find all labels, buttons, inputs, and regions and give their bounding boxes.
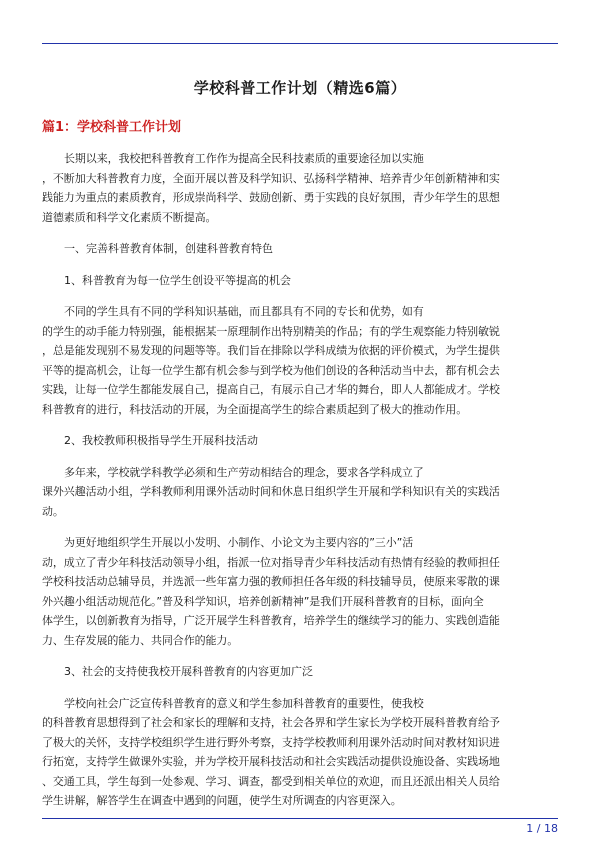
page-indicator: 1 / 18 bbox=[526, 822, 558, 835]
section-title: 篇1：学校科普工作计划 bbox=[42, 120, 182, 135]
text-line: 的学生的动手能力特别强，能根据某一原理制作出特别精美的作品；有的学生观察能力特别敏锐 bbox=[42, 324, 500, 338]
text-line: 动。 bbox=[42, 504, 64, 518]
subheading: 3、社会的支持使我校开展科普教育的内容更加广泛 bbox=[64, 665, 313, 678]
text-line: 学生讲解，解答学生在调查中遇到的问题，使学生对所调查的内容更深入。 bbox=[42, 794, 402, 807]
paragraph bbox=[42, 694, 558, 811]
text-line: ，不断加大科普教育力度，全面开展以普及科学知识、弘扬科学精神、培养青少年创新精神和实 bbox=[42, 171, 500, 185]
footer-rule bbox=[42, 818, 558, 819]
text-line: 平等的提高机会，让每一位学生都有机会参与到学校为他们创设的各种活动当中去，都有机会去 bbox=[42, 363, 500, 377]
text-line: 、交通工具，学生每到一处参观、学习、调查，都受到相关单位的欢迎，而且还派出相关人员给 bbox=[42, 774, 500, 788]
document-title: 学校科普工作计划（精选6篇） bbox=[193, 79, 407, 97]
paragraph bbox=[42, 533, 558, 650]
text-line: 的科普教育思想得到了社会和家长的理解和支持，社会各界和学生家长为学校开展科普教育给予 bbox=[42, 716, 500, 729]
text-line: 行拓宽，支持学生做课外实验，并为学校开展科技活动和社会实践活动提供设施设备、实践场地 bbox=[42, 755, 500, 768]
text-line: 实践，让每一位学生都能发展自己，提高自己，有展示自己才华的舞台，即人人都能成才。学校 bbox=[42, 383, 500, 396]
paragraph bbox=[42, 149, 558, 227]
subheading: 2、我校教师积极指导学生开展科技活动 bbox=[64, 434, 258, 447]
text-line: 外兴趣小组活动规范化。”普及科学知识，培养创新精神”是我们开展科普教育的目标，面向全 bbox=[42, 594, 484, 608]
text-line: 长期以来，我校把科普教育工作作为提高全民科技素质的重要途径加以实施 bbox=[64, 152, 424, 165]
text-line: 科普教育的进行，科技活动的开展，为全面提高学生的综合素质起到了极大的推动作用。 bbox=[42, 402, 468, 416]
text-line: 践能力为重点的素质教育，形成崇尚科学、鼓励创新、勇于实践的良好氛围，青少年学生的思想 bbox=[42, 191, 500, 204]
text-line: 动，成立了青少年科技活动领导小组，指派一位对指导青少年科技活动有热情有经验的教师担任 bbox=[42, 555, 500, 569]
text-line: 力、生存发展的能力、共同合作的能力。 bbox=[42, 633, 239, 647]
header-rule bbox=[42, 43, 558, 44]
text-line: 不同的学生具有不同的学科知识基础，而且都具有不同的专长和优势，如有 bbox=[64, 305, 424, 318]
text-line: 为更好地组织学生开展以小发明、小制作、小论文为主要内容的”三小”活 bbox=[64, 536, 414, 549]
subheading: 一、完善科普教育体制，创建科普教育特色 bbox=[64, 242, 273, 255]
paragraph bbox=[42, 302, 558, 419]
text-line: 学校科技活动总辅导员，并选派一些年富力强的教师担任各年级的科技辅导员，使原来零散的课 bbox=[42, 575, 500, 588]
document-body bbox=[42, 149, 558, 823]
text-line: 了极大的关怀，支持学校组织学生进行野外考察，支持学校教师利用课外活动时间对教材知识进 bbox=[42, 735, 500, 749]
text-line: 课外兴趣活动小组，学科教师利用课外活动时间和休息日组织学生开展和学科知识有关的实践活 bbox=[42, 485, 500, 498]
text-line: ，总是能发现别不易发现的问题等等。我们旨在排除以学科成绩为依据的评价模式，为学生提供 bbox=[42, 344, 500, 357]
text-line: 多年来，学校就学科教学必须和生产劳动相结合的理念，要求各学科成立了 bbox=[64, 465, 424, 479]
text-line: 学校向社会广泛宣传科普教育的意义和学生参加科普教育的重要性，使我校 bbox=[64, 696, 424, 710]
text-line: 道德素质和科学文化素质不断提高。 bbox=[42, 210, 217, 224]
text-line: 体学生，以创新教育为指导，广泛开展学生科普教育，培养学生的继续学习的能力、实践创造能 bbox=[42, 614, 500, 627]
paragraph bbox=[42, 463, 558, 522]
subheading: 1、科普教育为每一位学生创设平等提高的机会 bbox=[64, 273, 291, 287]
